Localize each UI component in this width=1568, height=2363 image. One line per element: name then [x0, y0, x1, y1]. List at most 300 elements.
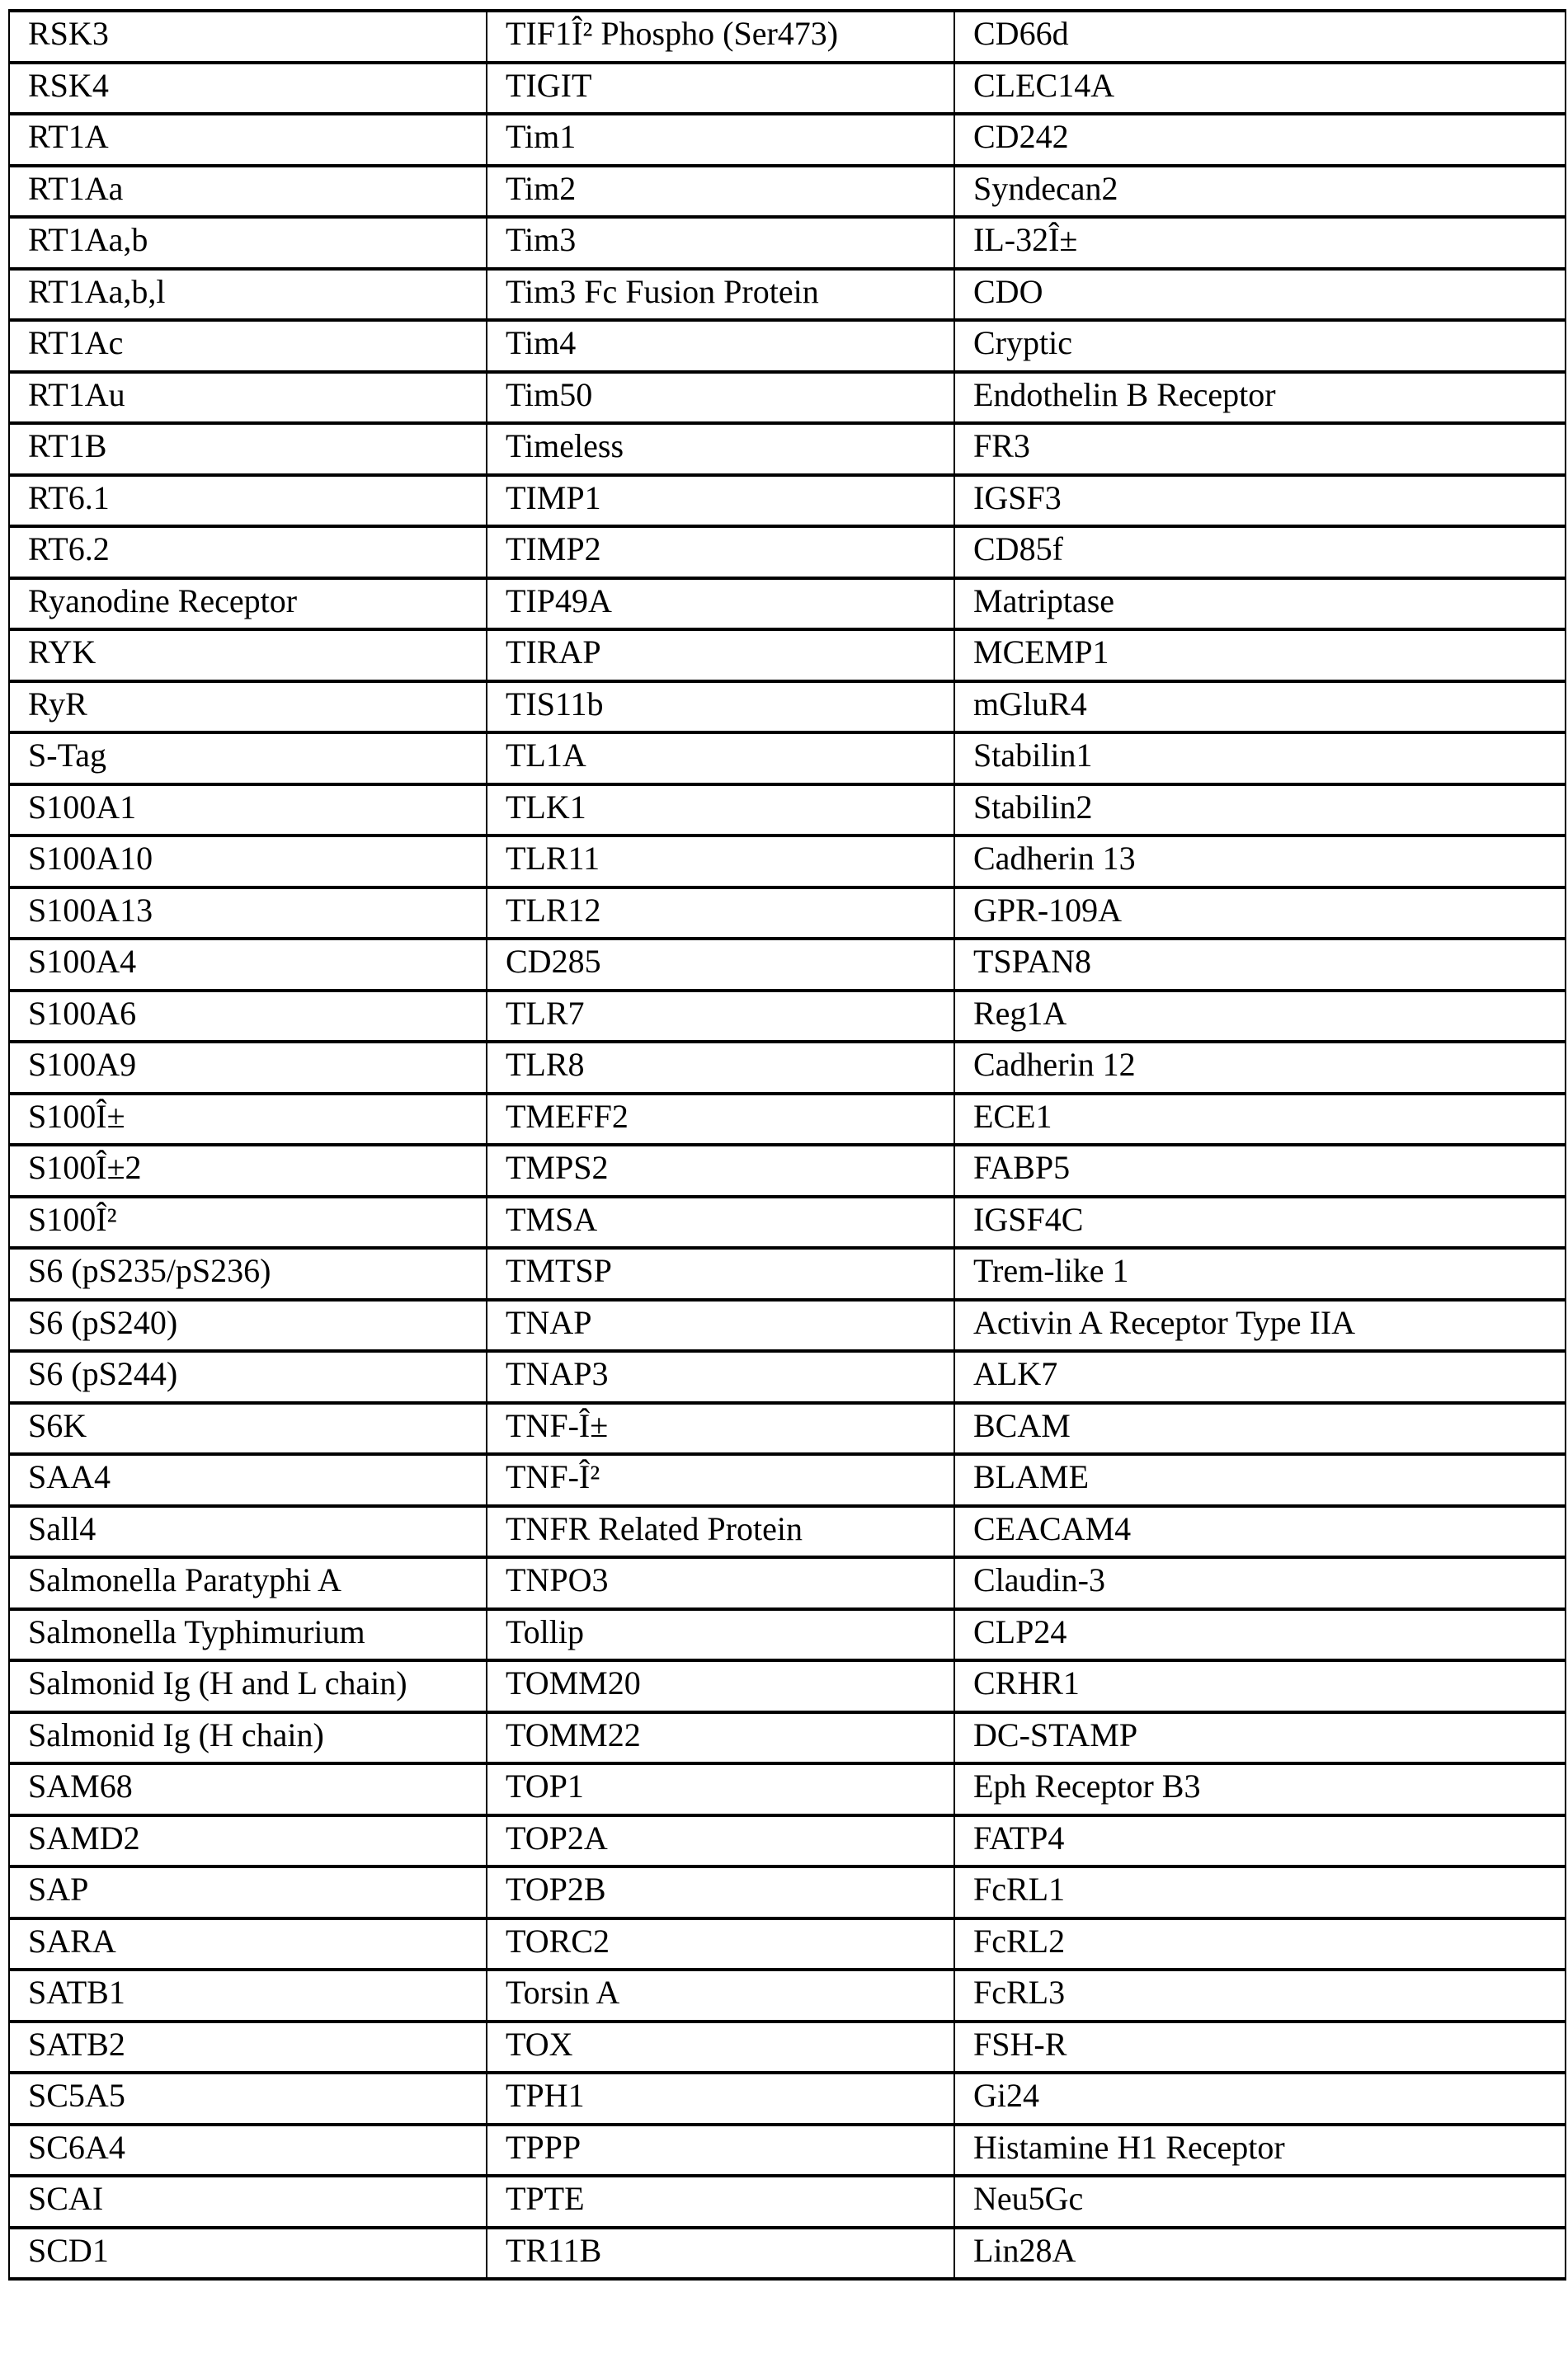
table-cell-col2 [487, 1506, 954, 1558]
table-cell-col3 [954, 1197, 1566, 1249]
cell-text: TOMM20 [506, 1664, 641, 1702]
cell-text: DC-STAMP [973, 1716, 1138, 1753]
cell-text: TLK1 [506, 788, 586, 826]
cell-text: TPTE [506, 2180, 585, 2218]
cell-text: RT1Aa [28, 169, 124, 207]
table-cell-col3 [954, 1351, 1566, 1403]
table-row [9, 1042, 1566, 1094]
table-cell-col2 [487, 1351, 954, 1403]
table-cell-col2 [487, 1145, 954, 1197]
cell-text: Histamine H1 Receptor [973, 2128, 1285, 2166]
cell-text: S6 (pS244) [28, 1355, 178, 1393]
cell-text: Salmonid Ig (H and L chain) [28, 1664, 407, 1702]
cell-text: CEACAM4 [973, 1509, 1132, 1547]
table-cell-col2 [487, 1454, 954, 1506]
table-row [9, 681, 1566, 733]
table-cell-col3 [954, 1248, 1566, 1300]
table-cell-col1 [9, 63, 487, 115]
cell-text: FSH-R [973, 2025, 1067, 2063]
table-cell-col2 [487, 1300, 954, 1352]
cell-text: SC5A5 [28, 2077, 125, 2115]
cell-text: mGluR4 [973, 685, 1087, 723]
table-cell-col3 [954, 732, 1566, 784]
table-cell-col3 [954, 526, 1566, 578]
table-cell-col3 [954, 2176, 1566, 2228]
cell-text: Trem-like 1 [973, 1252, 1129, 1290]
cell-text: TIP49A [506, 581, 612, 619]
table-row [9, 1454, 1566, 1506]
cell-text: FR3 [973, 427, 1030, 465]
table-row [9, 1197, 1566, 1249]
table-row [9, 1609, 1566, 1661]
table-cell-col1 [9, 1042, 487, 1094]
cell-text: SAP [28, 1871, 89, 1909]
table-row [9, 1712, 1566, 1764]
table-cell-col3 [954, 63, 1566, 115]
cell-text: S6 (pS235/pS236) [28, 1252, 271, 1290]
cell-text: TMPS2 [506, 1149, 609, 1187]
table-cell-col1 [9, 1248, 487, 1300]
cell-text: CLEC14A [973, 66, 1115, 104]
table-row [9, 578, 1566, 630]
table-body [9, 11, 1566, 2279]
table-cell-col2 [487, 1403, 954, 1455]
table-cell-col2 [487, 2022, 954, 2074]
table-cell-col3 [954, 372, 1566, 424]
table-cell-col3 [954, 578, 1566, 630]
table-cell-col2 [487, 63, 954, 115]
cell-text: TIMP2 [506, 530, 601, 568]
table-row [9, 423, 1566, 475]
cell-text: Sall4 [28, 1509, 97, 1547]
cell-text: Tim4 [506, 324, 577, 362]
table-cell-col3 [954, 423, 1566, 475]
table-cell-col1 [9, 475, 487, 527]
table-row [9, 939, 1566, 991]
table-cell-col3 [954, 1763, 1566, 1815]
cell-text: S100A10 [28, 840, 153, 878]
table-cell-col2 [487, 372, 954, 424]
cell-text: RT6.1 [28, 478, 110, 516]
table-cell-col1 [9, 1609, 487, 1661]
cell-text: FcRL3 [973, 1974, 1066, 2012]
cell-text: RT6.2 [28, 530, 110, 568]
cell-text: TIGIT [506, 66, 592, 104]
cell-text: SATB1 [28, 1974, 125, 2012]
cell-text: CD85f [973, 530, 1063, 568]
table-cell-col3 [954, 217, 1566, 269]
cell-text: Tim3 Fc Fusion Protein [506, 272, 819, 310]
cell-text: S100Î±2 [28, 1149, 142, 1187]
table-cell-col2 [487, 991, 954, 1043]
table-cell-col3 [954, 1712, 1566, 1764]
table-row [9, 991, 1566, 1043]
table-cell-col1 [9, 1866, 487, 1918]
cell-text: S100A1 [28, 788, 137, 826]
cell-text: RT1A [28, 118, 109, 156]
table-row [9, 732, 1566, 784]
table-cell-col3 [954, 11, 1566, 63]
cell-text: TMEFF2 [506, 1097, 629, 1135]
cell-text: CD285 [506, 943, 601, 981]
cell-text: TOX [506, 2025, 573, 2063]
table-row [9, 63, 1566, 115]
cell-text: TNAP [506, 1303, 592, 1341]
table-cell-col1 [9, 2073, 487, 2125]
cell-text: Stabilin1 [973, 737, 1093, 774]
table-cell-col1 [9, 1300, 487, 1352]
cell-text: TSPAN8 [973, 943, 1092, 981]
cell-text: Syndecan2 [973, 169, 1118, 207]
table-cell-col3 [954, 681, 1566, 733]
cell-text: Tim3 [506, 221, 577, 259]
table-cell-col1 [9, 2176, 487, 2228]
table-cell-col2 [487, 681, 954, 733]
cell-text: Salmonid Ig (H chain) [28, 1716, 324, 1753]
cell-text: TLR11 [506, 840, 600, 878]
cell-text: CLP24 [973, 1612, 1067, 1650]
table-cell-col2 [487, 1815, 954, 1867]
table-row [9, 1660, 1566, 1712]
table-row [9, 1506, 1566, 1558]
table-cell-col2 [487, 836, 954, 887]
table-cell-col3 [954, 269, 1566, 321]
cell-text: TLR8 [506, 1046, 585, 1084]
cell-text: SATB2 [28, 2025, 125, 2063]
cell-text: IL-32Î± [973, 221, 1078, 259]
table-row [9, 2125, 1566, 2177]
table-cell-col2 [487, 423, 954, 475]
table-cell-col2 [487, 629, 954, 681]
table-cell-col3 [954, 1815, 1566, 1867]
table-row [9, 1248, 1566, 1300]
cell-text: BCAM [973, 1406, 1071, 1444]
cell-text: TOP1 [506, 1768, 584, 1805]
cell-text: CD242 [973, 118, 1069, 156]
table-row [9, 11, 1566, 63]
cell-text: S-Tag [28, 737, 106, 774]
table-cell-col2 [487, 11, 954, 63]
table-cell-col1 [9, 166, 487, 218]
cell-text: IGSF3 [973, 478, 1062, 516]
cell-text: Activin A Receptor Type IIA [973, 1303, 1356, 1341]
cell-text: TLR7 [506, 994, 585, 1032]
cell-text: IGSF4C [973, 1200, 1084, 1238]
cell-text: Tim1 [506, 118, 577, 156]
table-cell-col3 [954, 1145, 1566, 1197]
table-cell-col2 [487, 1970, 954, 2022]
table-cell-col3 [954, 1506, 1566, 1558]
cell-text: RT1Aa,b [28, 221, 148, 259]
cell-text: ALK7 [973, 1355, 1058, 1393]
cell-text: Cryptic [973, 324, 1072, 362]
table-cell-col1 [9, 1094, 487, 1146]
cell-text: TMTSP [506, 1252, 612, 1290]
table-cell-col3 [954, 1094, 1566, 1146]
cell-text: S6 (pS240) [28, 1303, 178, 1341]
table-cell-col2 [487, 526, 954, 578]
cell-text: RT1Aa,b,l [28, 272, 166, 310]
cell-text: S100A9 [28, 1046, 137, 1084]
table-cell-col3 [954, 991, 1566, 1043]
cell-text: Matriptase [973, 581, 1115, 619]
table-cell-col1 [9, 1918, 487, 1970]
marker-table [8, 9, 1566, 2281]
cell-text: CD66d [973, 15, 1069, 53]
table-row [9, 166, 1566, 218]
cell-text: S100Î± [28, 1097, 125, 1135]
table-cell-col1 [9, 1145, 487, 1197]
table-row [9, 1918, 1566, 1970]
cell-text: TMSA [506, 1200, 598, 1238]
table-cell-col2 [487, 1197, 954, 1249]
table-cell-col1 [9, 939, 487, 991]
cell-text: TPPP [506, 2128, 582, 2166]
table-cell-col1 [9, 991, 487, 1043]
table-row [9, 1300, 1566, 1352]
cell-text: Salmonella Paratyphi A [28, 1561, 341, 1599]
cell-text: Lin28A [973, 2231, 1076, 2269]
cell-text: Gi24 [973, 2077, 1039, 2115]
cell-text: Claudin-3 [973, 1561, 1105, 1599]
table-row [9, 887, 1566, 939]
table-cell-col2 [487, 2125, 954, 2177]
table-cell-col2 [487, 732, 954, 784]
table-row [9, 1815, 1566, 1867]
table-cell-col2 [487, 578, 954, 630]
cell-text: S100A13 [28, 891, 153, 929]
cell-text: TNAP3 [506, 1355, 609, 1393]
table-cell-col1 [9, 1660, 487, 1712]
table-cell-col2 [487, 1042, 954, 1094]
cell-text: TNFR Related Protein [506, 1509, 803, 1547]
table-row [9, 269, 1566, 321]
table-cell-col3 [954, 939, 1566, 991]
cell-text: RyR [28, 685, 87, 723]
table-cell-col1 [9, 1815, 487, 1867]
table-cell-col2 [487, 114, 954, 166]
table-cell-col1 [9, 2022, 487, 2074]
cell-text: Neu5Gc [973, 2180, 1084, 2218]
cell-text: SAMD2 [28, 1819, 140, 1857]
table-row [9, 1094, 1566, 1146]
cell-text: Torsin A [506, 1974, 620, 2012]
table-cell-col3 [954, 629, 1566, 681]
table-cell-col2 [487, 2073, 954, 2125]
table-row [9, 320, 1566, 372]
cell-text: FATP4 [973, 1819, 1065, 1857]
table-row [9, 1970, 1566, 2022]
table-cell-col1 [9, 1712, 487, 1764]
cell-text: FcRL1 [973, 1871, 1066, 1909]
table-cell-col1 [9, 1506, 487, 1558]
table-cell-col2 [487, 1094, 954, 1146]
table-cell-col3 [954, 1557, 1566, 1609]
table-cell-col3 [954, 320, 1566, 372]
cell-text: ECE1 [973, 1097, 1052, 1135]
table-cell-col1 [9, 681, 487, 733]
table-cell-col2 [487, 166, 954, 218]
cell-text: TLR12 [506, 891, 601, 929]
table-cell-col1 [9, 2125, 487, 2177]
cell-text: CRHR1 [973, 1664, 1080, 1702]
table-cell-col2 [487, 1763, 954, 1815]
table-cell-col2 [487, 1557, 954, 1609]
table-cell-col1 [9, 1351, 487, 1403]
cell-text: FcRL2 [973, 1922, 1066, 1960]
cell-text: TIF1Î² Phospho (Ser473) [506, 15, 839, 53]
cell-text: SAM68 [28, 1768, 133, 1805]
cell-text: Stabilin2 [973, 788, 1093, 826]
table-row [9, 629, 1566, 681]
cell-text: TOP2A [506, 1819, 608, 1857]
cell-text: MCEMP1 [973, 633, 1109, 671]
cell-text: CDO [973, 272, 1043, 310]
table-cell-col1 [9, 784, 487, 836]
cell-text: RT1Ac [28, 324, 124, 362]
table-cell-col2 [487, 784, 954, 836]
table-row [9, 1351, 1566, 1403]
table-cell-col1 [9, 1763, 487, 1815]
table-cell-col1 [9, 1403, 487, 1455]
table-cell-col1 [9, 372, 487, 424]
table-cell-col3 [954, 1042, 1566, 1094]
table-row [9, 475, 1566, 527]
table-cell-col3 [954, 784, 1566, 836]
table-cell-col3 [954, 1918, 1566, 1970]
cell-text: RYK [28, 633, 97, 671]
table-cell-col2 [487, 269, 954, 321]
cell-text: GPR-109A [973, 891, 1123, 929]
cell-text: Tollip [506, 1612, 584, 1650]
table-row [9, 1866, 1566, 1918]
table-cell-col3 [954, 2073, 1566, 2125]
cell-text: TOP2B [506, 1871, 606, 1909]
table-cell-col1 [9, 2228, 487, 2280]
table-row [9, 1557, 1566, 1609]
cell-text: TOMM22 [506, 1716, 641, 1753]
cell-text: TNPO3 [506, 1561, 609, 1599]
cell-text: FABP5 [973, 1149, 1071, 1187]
table-row [9, 2228, 1566, 2280]
table-cell-col3 [954, 2125, 1566, 2177]
table-cell-col1 [9, 423, 487, 475]
cell-text: TIMP1 [506, 478, 601, 516]
table-cell-col2 [487, 1609, 954, 1661]
table-cell-col3 [954, 1970, 1566, 2022]
cell-text: S100Î² [28, 1200, 117, 1238]
table-cell-col2 [487, 2176, 954, 2228]
cell-text: Endothelin B Receptor [973, 375, 1276, 413]
table-cell-col3 [954, 2022, 1566, 2074]
cell-text: Timeless [506, 427, 624, 465]
table-row [9, 372, 1566, 424]
table-cell-col3 [954, 1403, 1566, 1455]
table-row [9, 2022, 1566, 2074]
table-cell-col1 [9, 1454, 487, 1506]
table-cell-col2 [487, 939, 954, 991]
table-cell-col3 [954, 1300, 1566, 1352]
cell-text: Ryanodine Receptor [28, 581, 298, 619]
table-cell-col3 [954, 166, 1566, 218]
table-cell-col2 [487, 1712, 954, 1764]
table-cell-col3 [954, 836, 1566, 887]
cell-text: TNF-Î² [506, 1458, 600, 1496]
table-cell-col3 [954, 475, 1566, 527]
table-cell-col1 [9, 320, 487, 372]
cell-text: Tim2 [506, 169, 577, 207]
table-row [9, 1403, 1566, 1455]
table-cell-col3 [954, 1866, 1566, 1918]
table-cell-col1 [9, 526, 487, 578]
cell-text: SARA [28, 1922, 116, 1960]
table-cell-col2 [487, 320, 954, 372]
table-cell-col3 [954, 887, 1566, 939]
table-cell-col3 [954, 1454, 1566, 1506]
cell-text: S100A4 [28, 943, 137, 981]
table-cell-col1 [9, 269, 487, 321]
cell-text: S6K [28, 1406, 87, 1444]
table-cell-col3 [954, 1660, 1566, 1712]
table-cell-col1 [9, 732, 487, 784]
cell-text: TORC2 [506, 1922, 610, 1960]
cell-text: BLAME [973, 1458, 1089, 1496]
table-cell-col2 [487, 1248, 954, 1300]
table-cell-col3 [954, 114, 1566, 166]
table-cell-col2 [487, 217, 954, 269]
cell-text: TIS11b [506, 685, 604, 723]
table-cell-col2 [487, 1866, 954, 1918]
cell-text: SCAI [28, 2180, 104, 2218]
cell-text: Reg1A [973, 994, 1067, 1032]
table-cell-col3 [954, 1609, 1566, 1661]
cell-text: RT1B [28, 427, 107, 465]
table-row [9, 836, 1566, 887]
table-row [9, 1763, 1566, 1815]
cell-text: TPH1 [506, 2077, 585, 2115]
cell-text: SCD1 [28, 2231, 109, 2269]
cell-text: Cadherin 13 [973, 840, 1136, 878]
table-row [9, 784, 1566, 836]
table-cell-col1 [9, 114, 487, 166]
table-cell-col1 [9, 836, 487, 887]
table-row [9, 114, 1566, 166]
table-cell-col2 [487, 1918, 954, 1970]
table-cell-col2 [487, 887, 954, 939]
table-cell-col2 [487, 2228, 954, 2280]
cell-text: Tim50 [506, 375, 593, 413]
table-cell-col1 [9, 887, 487, 939]
cell-text: TNF-Î± [506, 1406, 609, 1444]
table-row [9, 2073, 1566, 2125]
table-cell-col1 [9, 578, 487, 630]
cell-text: RT1Au [28, 375, 125, 413]
table-cell-col1 [9, 11, 487, 63]
table-cell-col2 [487, 475, 954, 527]
cell-text: Salmonella Typhimurium [28, 1612, 365, 1650]
cell-text: TR11B [506, 2231, 602, 2269]
table-cell-col1 [9, 1557, 487, 1609]
table-row [9, 217, 1566, 269]
table-cell-col1 [9, 1197, 487, 1249]
table-cell-col1 [9, 1970, 487, 2022]
table-cell-col1 [9, 629, 487, 681]
cell-text: SAA4 [28, 1458, 111, 1496]
cell-text: TIRAP [506, 633, 601, 671]
cell-text: RSK4 [28, 66, 109, 104]
cell-text: Eph Receptor B3 [973, 1768, 1201, 1805]
table-row [9, 1145, 1566, 1197]
